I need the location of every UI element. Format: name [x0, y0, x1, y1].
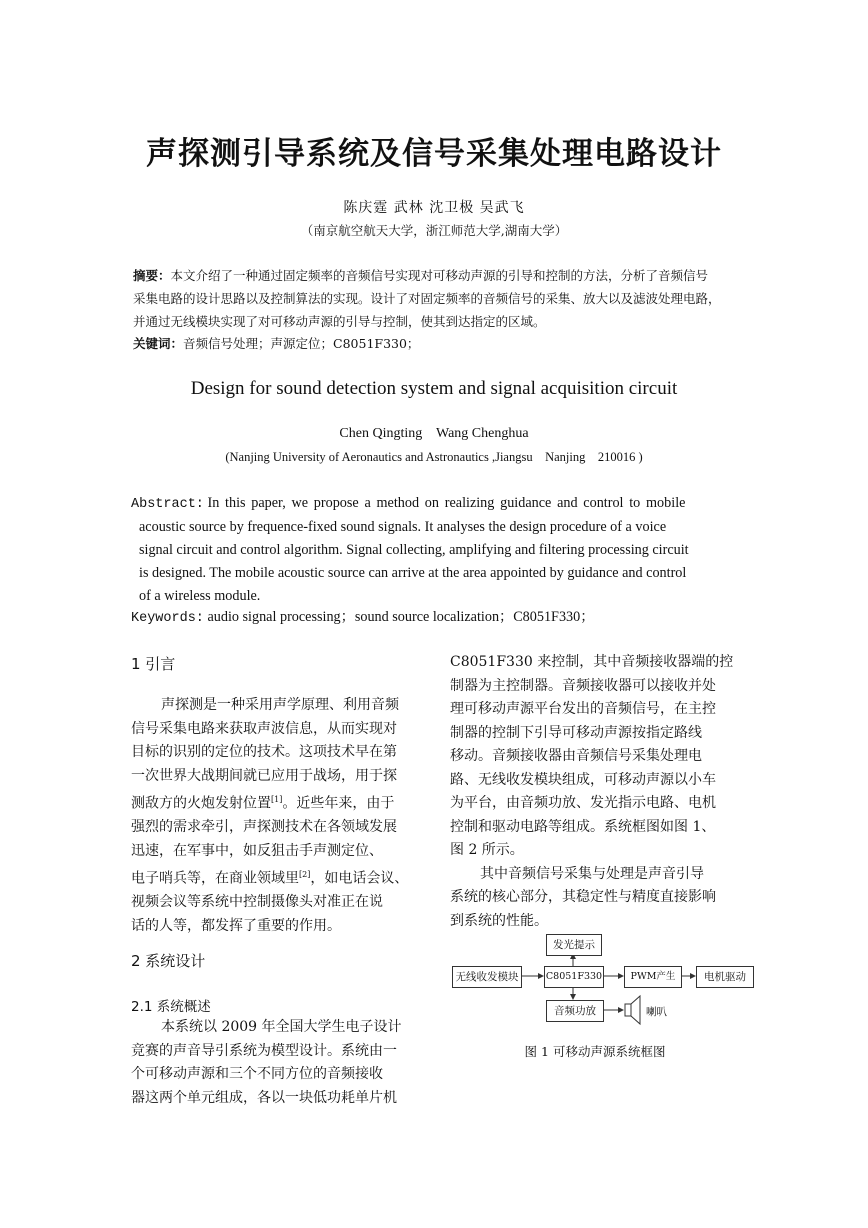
box-wireless-module: 无线收发模块 [452, 966, 522, 988]
section-2-line: 个可移动声源和三个不同方位的音频接收 [131, 1066, 383, 1082]
abstract-en-label: Abstract: [131, 497, 204, 512]
abstract-en-line-5: of a wireless module. [139, 588, 261, 604]
keywords-cn-label: 关键词： [133, 336, 184, 351]
keywords-cn-text: 音频信号处理；声源定位；C8051F330； [183, 336, 420, 351]
abstract-en-line-3: signal circuit and control algorithm. Signal collecting, amplifying and filtering processing circuit [139, 542, 689, 558]
section-1-heading: 1 引言 [131, 655, 176, 673]
keywords-en-text: audio signal processing；sound source localization；C8051F330； [207, 609, 595, 625]
right-col-line: 制器为主控制器。音频接收器可以接收并处 [450, 677, 716, 694]
section-2-1-heading: 2.1 系统概述 [131, 999, 211, 1015]
box-mcu: C8051F330 [544, 966, 604, 988]
abstract-en-line-2: acoustic source by frequence-fixed sound signals. It analyses the design procedure of a voice [139, 519, 667, 535]
right-col-line: 移动。音频接收器由音频信号采集处理电 [450, 748, 702, 764]
box-audio-amp: 音频功放 [546, 1000, 604, 1022]
right-col-line: 到系统的性能。 [450, 912, 548, 929]
figure-1-caption: 图 1 可移动声源系统框图 [524, 1044, 666, 1059]
section-2-line: 器这两个单元组成，各以一块低功耗单片机 [131, 1089, 397, 1106]
right-col-line: 制器的控制下引导可移动声源按指定路线 [450, 724, 702, 741]
section-2-line: 竞赛的声音导引系统为模型设计。系统由一 [131, 1042, 397, 1059]
right-col-line: 为平台，由音频功放、发光指示电路、电机 [450, 795, 716, 811]
speaker-label: 喇叭 [646, 1006, 667, 1018]
section-1-line: 声探测是一种采用声学原理、利用音频 [161, 697, 399, 713]
affiliation-en: (Nanjing University of Aeronautics and Astronautics ,Jiangsu Nanjing 210016 ) [225, 450, 643, 464]
box-pwm: PWM产生 [624, 966, 682, 988]
keywords-en-label: Keywords: [131, 611, 204, 626]
section-1-line: 强烈的需求牵引，声探测技术在各领域发展 [131, 819, 397, 836]
abstract-en [131, 492, 737, 608]
section-1-line: 视频会议等系统中控制摄像头对准正在说 [131, 894, 383, 911]
right-col-line: 理可移动声源平台发出的音频信号，在主控 [450, 701, 716, 717]
right-col-line: 路、无线收发模块组成，可移动声源以小车 [450, 771, 716, 788]
abstract-cn-line-3: 并通过无线模块实现了对可移动声源的引导与控制，使其到达指定的区域。 [133, 314, 546, 329]
paper-title-en: Design for sound detection system and signal acquisition circuit [190, 378, 678, 399]
authors-en: Chen Qingting Wang Chenghua [339, 426, 529, 441]
abstract-cn-line-2: 采集电路的设计思路以及控制算法的实现。设计了对固定频率的音频信号的采集、放大以及滤波处理电路， [133, 291, 721, 306]
section-1-line: 一次世界大战期间就已应用于战场，用于探 [131, 767, 397, 784]
abstract-en-line-4: is designed. The mobile acoustic source can arrive at the area appointed by guidance and control [139, 565, 687, 581]
box-led-indicator: 发光提示 [546, 934, 602, 956]
section-2-line: 本系统以 2009 年全国大学生电子设计 [161, 1019, 402, 1035]
section-1-line: 迅速，在军事中，如反狙击手声测定位、 [131, 842, 383, 859]
section-2-body [131, 1016, 426, 1110]
citation-1: [1] [271, 795, 283, 804]
paper-title: 声探测引导系统及信号采集处理电路设计 [146, 136, 722, 172]
citation-2: [2] [299, 870, 311, 880]
right-column-body [450, 651, 745, 933]
abstract-cn-line-1: 摘要：本文介绍了一种通过固定频率的音频信号实现对可移动声源的引导和控制的方法，分析了音频信号 [133, 268, 709, 283]
section-1-line: 测敌方的火炮发射位置[1]。近些年来，由于 [131, 795, 395, 812]
right-col-line: 图 2 所示。 [450, 842, 524, 858]
section-1-body [131, 694, 426, 938]
figure-1-diagram [440, 926, 760, 1036]
section-1-line: 电子哨兵等，在商业领域里[2]，如电话会议、 [131, 870, 409, 887]
section-1-line: 话的人等，都发挥了重要的作用。 [131, 917, 341, 934]
abstract-en-line-1: Abstract: In this paper, we propose a method on realizing guidance and control to mobile [131, 495, 686, 512]
authors-cn: 陈庆霆 武林 沈卫极 吴武飞 [343, 200, 525, 216]
right-col-line: C8051F330 来控制，其中音频接收器端的控 [450, 654, 734, 670]
section-2-heading: 2 系统设计 [131, 952, 206, 970]
keywords-cn [133, 334, 743, 352]
affiliation-cn: （南京航空航天大学，浙江师范大学,湖南大学） [300, 223, 568, 238]
right-col-line: 系统的核心部分，其稳定性与精度直接影响 [450, 889, 716, 905]
right-col-line: 其中音频信号采集与处理是声音引导 [480, 865, 704, 882]
right-col-line: 控制和驱动电路等组成。系统框图如图 1、 [450, 818, 716, 835]
section-1-line: 目标的识别的定位的技术。这项技术早在第 [131, 744, 397, 760]
speaker-icon [625, 996, 640, 1024]
abstract-cn-label: 摘要： [133, 268, 171, 283]
box-motor-driver: 电机驱动 [696, 966, 754, 988]
section-1-line: 信号采集电路来获取声波信息，从而实现对 [131, 720, 397, 737]
keywords-en [131, 606, 737, 626]
abstract-cn [133, 264, 743, 333]
